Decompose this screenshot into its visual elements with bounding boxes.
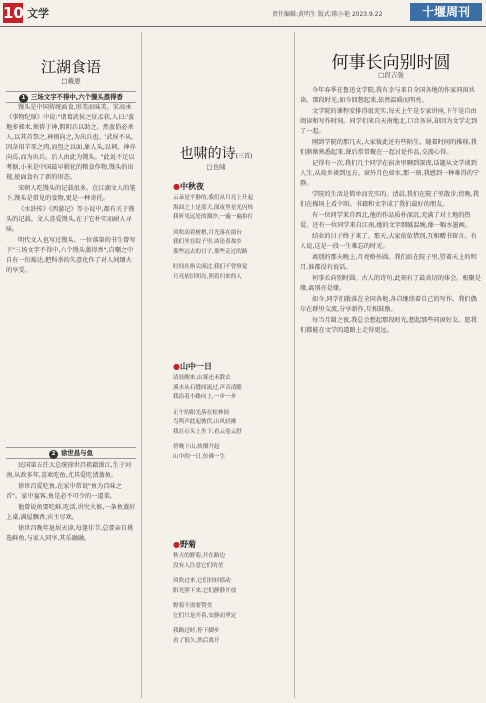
poem-line: 正午的阳光落在松林间: [173, 409, 229, 416]
paragraph: 文学院的课程安排得很充实,每天上午是专家讲座,下午是自由阅读和写作时间。同学们来自天南地北,口音各异,却因为文学走到了一起。: [300, 108, 478, 135]
right-article-title: 何事长向别时圆: [331, 53, 451, 73]
poem-line: 海面之上是蓝天,深夜里星光闪烁: [173, 204, 254, 211]
right-body: [300, 86, 482, 700]
paragraph: 今年春季在鲁迅文学院,我有幸与来自全国各地的作家同窗共读。那段时光,如今回想起来,依然温暖而明亮。: [300, 87, 475, 104]
bullet-icon: ●: [173, 362, 180, 371]
poem-body-3: [173, 552, 291, 646]
publication-brand: 十堰周刊: [410, 3, 482, 21]
paragraph: 结业的日子终于来了。那天,大家依依惜别,互相赠书留言。有人说,这是一段一生难忘的时光。: [300, 233, 477, 250]
poem-line: 溪水从石缝间流过,声音清脆: [173, 384, 242, 391]
poem-title-2: [173, 361, 212, 372]
poem-line: 看了很久,然后离开: [173, 637, 220, 644]
poem-line: 我们坐在院子里,谈论着故乡: [173, 239, 242, 245]
paragraph: 有一位同学来自西北,他的作品质朴深沉,充满了对土地的热爱。还有一位同学来自江南,她的文字细腻温婉,像一幅水墨画。: [300, 212, 471, 229]
poems-author: □也啸: [206, 163, 226, 171]
right-article-author: □段吉强: [378, 71, 404, 79]
paragraph: 《水浒传》《西游记》等小说中,都有关于馒头的记载。文人喜爱馒头,在于它朴实而耐人寻味。: [6, 206, 135, 233]
section-title: 文学: [27, 7, 49, 20]
paragraph: 徐世昌爱吃鱼,在家中常说"鱼为百味之首"。家中宴客,鱼是必不可少的一道菜。: [6, 483, 122, 500]
poem-title-1: [173, 181, 204, 192]
left-subhead-2: [6, 447, 136, 459]
left-article-title: 江湖食语: [40, 58, 101, 76]
poem-body-1: [173, 194, 291, 282]
subhead-text: 徐世昌与鱼: [61, 449, 93, 457]
subhead-number-badge: 2: [49, 450, 58, 459]
paragraph: 宋朝人吃馒头的记载很多。在江湖文人的笔下,馒头是常见的食物,更是一种寄托。: [6, 185, 136, 202]
poem-line: 月亮依旧明亮,照着归来的人: [173, 273, 242, 280]
paragraph: 馒头是中国传统面食,形美而味美。宋高承《事物纪原》中说:"诸葛武侯之征孟获,人曰:'蛮地多邪术,须祷于神,假阴兵以助之。然蛮俗必杀人,以其首祭之,神则向之,为出兵也。'武侯不从,因杂用羊豕之肉,而包之以面,象人头,以祠。神亦向焉,而为出兵。后人由此为馒头。"此说不足以考据,小米是中国最早驯化的粮食作物,馒头的出现,使面食有了新的形态。: [6, 104, 136, 181]
poems-title: [146, 143, 286, 163]
paragraph: 记得有一次,我们几个同学在宿舍里聊到深夜,话题从文学谈到人生,从故乡谈到远方。窗外月色如水,那一刻,我感到一种难得的宁静。: [300, 160, 480, 187]
poem-line: 它们只是开着,安静而坚定: [173, 612, 237, 619]
paragraph: 何事长向别时圆。古人的诗句,此刻有了最真切的体会。相聚是缘,离别亦是缘。: [300, 275, 482, 292]
poem-line: 没有人注意它们的美: [173, 562, 224, 569]
poem-title-text: 中秋夜: [179, 182, 204, 191]
poem-title-3: [173, 539, 196, 550]
poem-line: 鸟鸣声此起彼伏,山风轻拂: [173, 419, 237, 425]
page-header: [0, 0, 486, 26]
poem-line: 阳光照下来,它们静静开放: [173, 587, 237, 594]
paragraph: 离别的那天晚上,月亮格外圆。我们站在院子里,望着天上的明月,谁都没有说话。: [300, 254, 477, 271]
paragraph: 刚到学院的那几天,大家彼此还有些陌生。随着时间的推移,我们渐渐熟悉起来,课后常常聚在一起讨论作品,交流心得。: [300, 139, 477, 156]
header-divider: [0, 26, 486, 27]
left-article-author: □戴惠: [61, 77, 81, 85]
paragraph: 如今,同学们散落在全国各地,各自继续着自己的写作。我们偶尔在群里交流,分享新作,互相鼓励。: [300, 296, 477, 313]
edition-meta: 责任编辑:黄明生 版式:陈小艳 2023.9.22: [272, 11, 383, 18]
page-number: 10: [3, 4, 24, 22]
poems-title-text: 也啸的诗: [179, 146, 236, 162]
poems-title-suffix: (三首): [235, 153, 253, 160]
poem-body-2: [173, 374, 291, 462]
left-body-2: [6, 461, 136, 699]
poem-line: 山中的一日,仿佛一生: [173, 453, 226, 460]
left-body-1: [6, 103, 136, 413]
poem-line: 清晨醒来,山雾还未散去: [173, 375, 231, 381]
column-divider: [294, 32, 295, 698]
subhead-text: 三场文字不得中,六个馒头蒸得香: [31, 93, 123, 101]
poem-line: 傍晚下山,炊烟升起: [173, 444, 220, 450]
paragraph: 他曾说鱼要吃鲜,吃活,讲究火候,一条鱼蒸好上桌,满屋飘香,宾主尽欢。: [6, 504, 136, 521]
poem-line: 秋天的野菊,开在路边: [173, 553, 226, 559]
poem-line: 我沿着小路向上,一步一步: [173, 394, 237, 400]
left-subhead-1: [6, 91, 136, 103]
paragraph: 明代文人也写过馒头。一位落第的书生曾写下"三场文字不得中,六个馒头蒸得香",自嘲之中自有一份豁达,把科举的失意化作了对人间烟火的享受。: [6, 237, 136, 274]
poem-line: 风吹过来,它们轻轻摇动: [173, 578, 231, 584]
poem-title-text: 野菊: [179, 540, 196, 549]
poem-line: 那些远去的日子,那些走过的路: [173, 248, 248, 255]
paragraph: 徐世昌晚年退居天津,每逢佳节,总要亲自挑选鲜鱼,与家人同享,其乐融融。: [6, 525, 134, 542]
bullet-icon: ●: [173, 182, 180, 191]
subhead-number-badge: 1: [19, 94, 28, 103]
poem-line: 云朵是平静的,我们从月亮上升起: [173, 195, 254, 201]
bullet-icon: ●: [173, 540, 180, 549]
paragraph: 学院的生活是简单而充实的。清晨,我们在院子里散步;傍晚,我们在操场上看夕阳。书籍和文字成了我们最好的朋友。: [300, 191, 479, 208]
paragraph: 每当月圆之夜,我总会想起那段时光,想起那些同窗好友。愿我们都能在文学的道路上走得更远。: [300, 317, 477, 334]
poem-line: 我在石头上坐下,看云卷云舒: [173, 428, 242, 435]
poem-line: 风吹动着树梢,月光落在窗台: [173, 229, 242, 236]
poem-line: 我听见远处的潮汐,一遍一遍拍打: [173, 214, 254, 220]
poem-line: 野菊不需要赞美: [173, 603, 213, 609]
poem-title-text: 山中一日: [179, 362, 212, 371]
column-divider: [141, 32, 142, 698]
poem-line: 我路过时,停下脚步: [173, 628, 220, 634]
poem-line: 时间在指尖流过,我们不曾察觉: [173, 264, 248, 270]
paragraph: 民国第五任大总统徐世昌祖籍浙江,生于河南,从政多年,喜欢吃鱼,尤其爱吃清蒸鱼。: [6, 462, 132, 479]
